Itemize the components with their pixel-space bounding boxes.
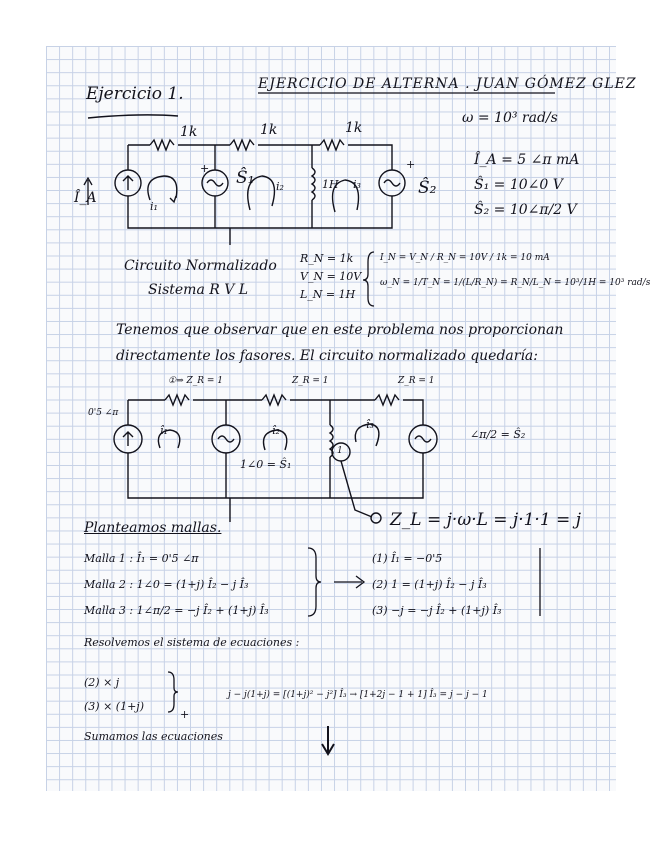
- ia-label: Î_A: [74, 190, 97, 206]
- result-2: (2) 1 = (1+j) Î₂ − j Î₃: [372, 578, 487, 591]
- i3-label: i₃: [353, 178, 361, 191]
- r3-label: 1k: [345, 120, 363, 136]
- page-title: EJERCICIO DE ALTERNA . JUAN GÓMEZ GLEZ: [258, 76, 637, 92]
- z1-label: ①⇒ Z_R = 1: [168, 376, 223, 386]
- plus-sign: +: [180, 708, 190, 721]
- result-1: (1) Î₁ = −0'5: [372, 552, 443, 565]
- normalized-line1: Circuito Normalizado: [124, 258, 277, 274]
- op-2: (3) × (1+j): [84, 700, 145, 713]
- result-3: (3) −j = −j Î₂ + (1+j) Î₃: [372, 604, 502, 617]
- ln-value: L_N = 1H: [300, 288, 356, 301]
- i1-label: i₁: [150, 200, 158, 213]
- paragraph-line2: directamente los fasores. El circuito normalizado quedaría:: [116, 348, 538, 364]
- zl-formula: Z_L = j·ω·L = j·1·1 = j: [390, 510, 581, 530]
- s2n-label: ∠π/2 = Ŝ₂: [470, 428, 526, 441]
- given-s2: Ŝ₂ = 10∠π/2 V: [474, 202, 577, 218]
- normalized-line2: Sistema R V L: [148, 282, 249, 298]
- given-s1: Ŝ₁ = 10∠0 V: [474, 177, 563, 193]
- op-1: (2) × j: [84, 676, 120, 689]
- i3n-label: î₃: [366, 418, 374, 431]
- i2-label: i₂: [276, 180, 284, 193]
- i1n-label: î₁: [160, 424, 168, 437]
- in-formula: I_N = V_N / R_N = 10V / 1k = 10 mA: [380, 253, 550, 263]
- wn-formula: ω_N = 1/T_N = 1/(L/R_N) = R_N/L_N = 10³/1H = 10³ rad/s: [380, 278, 651, 288]
- malla-1: Malla 1 : Î₁ = 0'5 ∠π: [84, 552, 199, 565]
- rn-value: R_N = 1k: [300, 252, 354, 265]
- exercise-label: Ejercicio 1.: [86, 84, 184, 104]
- plus-2: +: [406, 158, 416, 171]
- s2-label: Ŝ₂: [418, 178, 437, 198]
- mallas-heading: Planteamos mallas.: [84, 520, 222, 536]
- given-ia: Î_A = 5 ∠π mA: [474, 152, 580, 168]
- s1-label: Ŝ₁: [236, 168, 255, 188]
- node-one: 1: [337, 446, 343, 456]
- l-label: 1H: [322, 178, 339, 191]
- i2n-label: î₂: [272, 424, 280, 437]
- resolve-line: Resolvemos el sistema de ecuaciones :: [84, 636, 300, 649]
- sum-line: Sumamos las ecuaciones: [84, 730, 223, 743]
- malla-3: Malla 3 : 1∠π/2 = −j Î₂ + (1+j) Î₃: [84, 604, 269, 617]
- s1n-label: 1∠0 = Ŝ₁: [240, 458, 292, 471]
- z3-label: Z_R = 1: [398, 376, 435, 386]
- r2-label: 1k: [260, 122, 278, 138]
- omega-value: ω = 10³ rad/s: [462, 110, 558, 126]
- resolve-equation: j − j(1+j) = [(1+j)² − j²] Î₃ → [1+2j − 1 + 1] Î₃ = j − j − 1: [228, 690, 488, 700]
- paragraph-line1: Tenemos que observar que en este problema nos proporcionan: [116, 322, 564, 338]
- plus-1: +: [200, 162, 210, 175]
- vn-value: V_N = 10V: [300, 270, 362, 283]
- source-a-value: 0'5 ∠π: [88, 408, 119, 418]
- r1-label: 1k: [180, 124, 198, 140]
- z2-label: Z_R = 1: [292, 376, 329, 386]
- malla-2: Malla 2 : 1∠0 = (1+j) Î₂ − j Î₃: [84, 578, 249, 591]
